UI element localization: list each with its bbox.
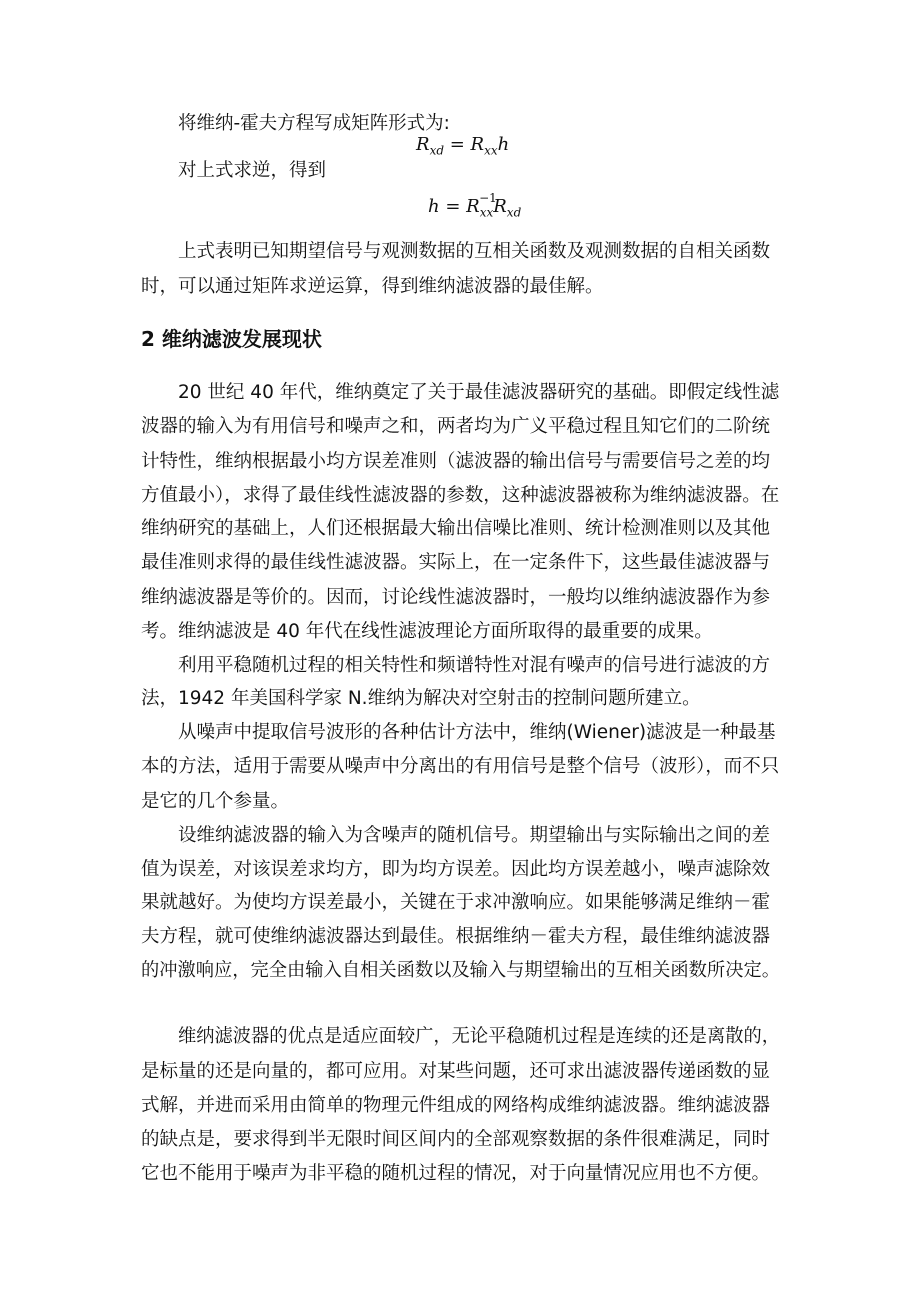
paragraph-line: 20 世纪 40 年代，维纳奠定了关于最佳滤波器研究的基础。即假定线性滤 bbox=[178, 382, 780, 403]
paragraph-line: 考。维纳滤波是 40 年代在线性滤波理论方面所取得的最重要的成果。 bbox=[141, 621, 713, 642]
paragraph-line: 的缺点是，要求得到半无限时间区间内的全部观察数据的条件很难满足，同时 bbox=[141, 1129, 771, 1150]
equation-inverse: h = R −1 $_{xx}R_{xd}$ bbox=[428, 191, 522, 220]
paragraph-line: 法，1942 年美国科学家 N.维纳为解决对空射击的控制问题所建立。 bbox=[141, 688, 701, 709]
conclusion-line: 时，可以通过矩阵求逆运算，得到维纳滤波器的最佳解。 bbox=[141, 276, 604, 297]
paragraph-line: 值为误差，对该误差求均方，即为均方误差。因此均方误差越小，噪声滤除效 bbox=[141, 859, 771, 880]
paragraph-line: 从噪声中提取信号波形的各种估计方法中，维纳(Wiener)滤波是一种最基 bbox=[178, 722, 776, 743]
paragraph-line: 式解，并进而采用由简单的物理元件组成的网络构成维纳滤波器。维纳滤波器 bbox=[141, 1095, 771, 1116]
paragraph-line: 维纳滤波器的优点是适应面较广，无论平稳随机过程是连续的还是离散的， bbox=[178, 1026, 781, 1047]
inverse-label: 对上式求逆，得到 bbox=[178, 160, 327, 181]
paragraph-line: 夫方程，就可使维纳滤波器达到最佳。根据维纳－霍夫方程，最佳维纳滤波器 bbox=[141, 926, 771, 947]
paragraph-line: 本的方法，适用于需要从噪声中分离出的有用信号是整个信号（波形），而不只 bbox=[141, 756, 780, 777]
paragraph-line: 最佳准则求得的最佳线性滤波器。实际上，在一定条件下，这些最佳滤波器与 bbox=[141, 552, 771, 573]
matrix-form-label: 将维纳-霍夫方程写成矩阵形式为: bbox=[178, 113, 450, 134]
paragraph-line: 果就越好。为使均方误差最小，关键在于求冲激响应。如果能够满足维纳－霍 bbox=[141, 892, 771, 913]
paragraph-line: 计特性，维纳根据最小均方误差准则（滤波器的输出信号与需要信号之差的均 bbox=[141, 451, 771, 472]
conclusion-line: 上式表明已知期望信号与观测数据的互相关函数及观测数据的自相关函数 bbox=[178, 241, 771, 262]
section-title: 2 维纳滤波发展现状 bbox=[141, 327, 322, 351]
paragraph-line: 它也不能用于噪声为非平稳的随机过程的情况，对于向量情况应用也不方便。 bbox=[141, 1163, 771, 1184]
paragraph-line: 设维纳滤波器的输入为含噪声的随机信号。期望输出与实际输出之间的差 bbox=[178, 825, 771, 846]
equation-matrix-form: $R_{xd} = R_{xx}h$ bbox=[416, 134, 510, 158]
paragraph-line: 利用平稳随机过程的相关特性和频谱特性对混有噪声的信号进行滤波的方 bbox=[178, 655, 771, 676]
paragraph-line: 是它的几个参量。 bbox=[141, 791, 290, 812]
paragraph-line: 是标量的还是向量的，都可应用。对某些问题，还可求出滤波器传递函数的显 bbox=[141, 1061, 771, 1082]
paragraph-line: 维纳研究的基础上，人们还根据最大输出信噪比准则、统计检测准则以及其他 bbox=[141, 518, 771, 539]
paragraph-line: 方值最小），求得了最佳线性滤波器的参数，这种滤波器被称为维纳滤波器。在 bbox=[141, 485, 780, 506]
paragraph-line: 波器的输入为有用信号和噪声之和，两者均为广义平稳过程且知它们的二阶统 bbox=[141, 416, 771, 437]
paragraph-line: 维纳滤波器是等价的。因而，讨论线性滤波器时，一般均以维纳滤波器作为参 bbox=[141, 587, 771, 608]
paragraph-line: 的冲激响应，完全由输入自相关函数以及输入与期望输出的互相关函数所决定。 bbox=[141, 960, 780, 981]
